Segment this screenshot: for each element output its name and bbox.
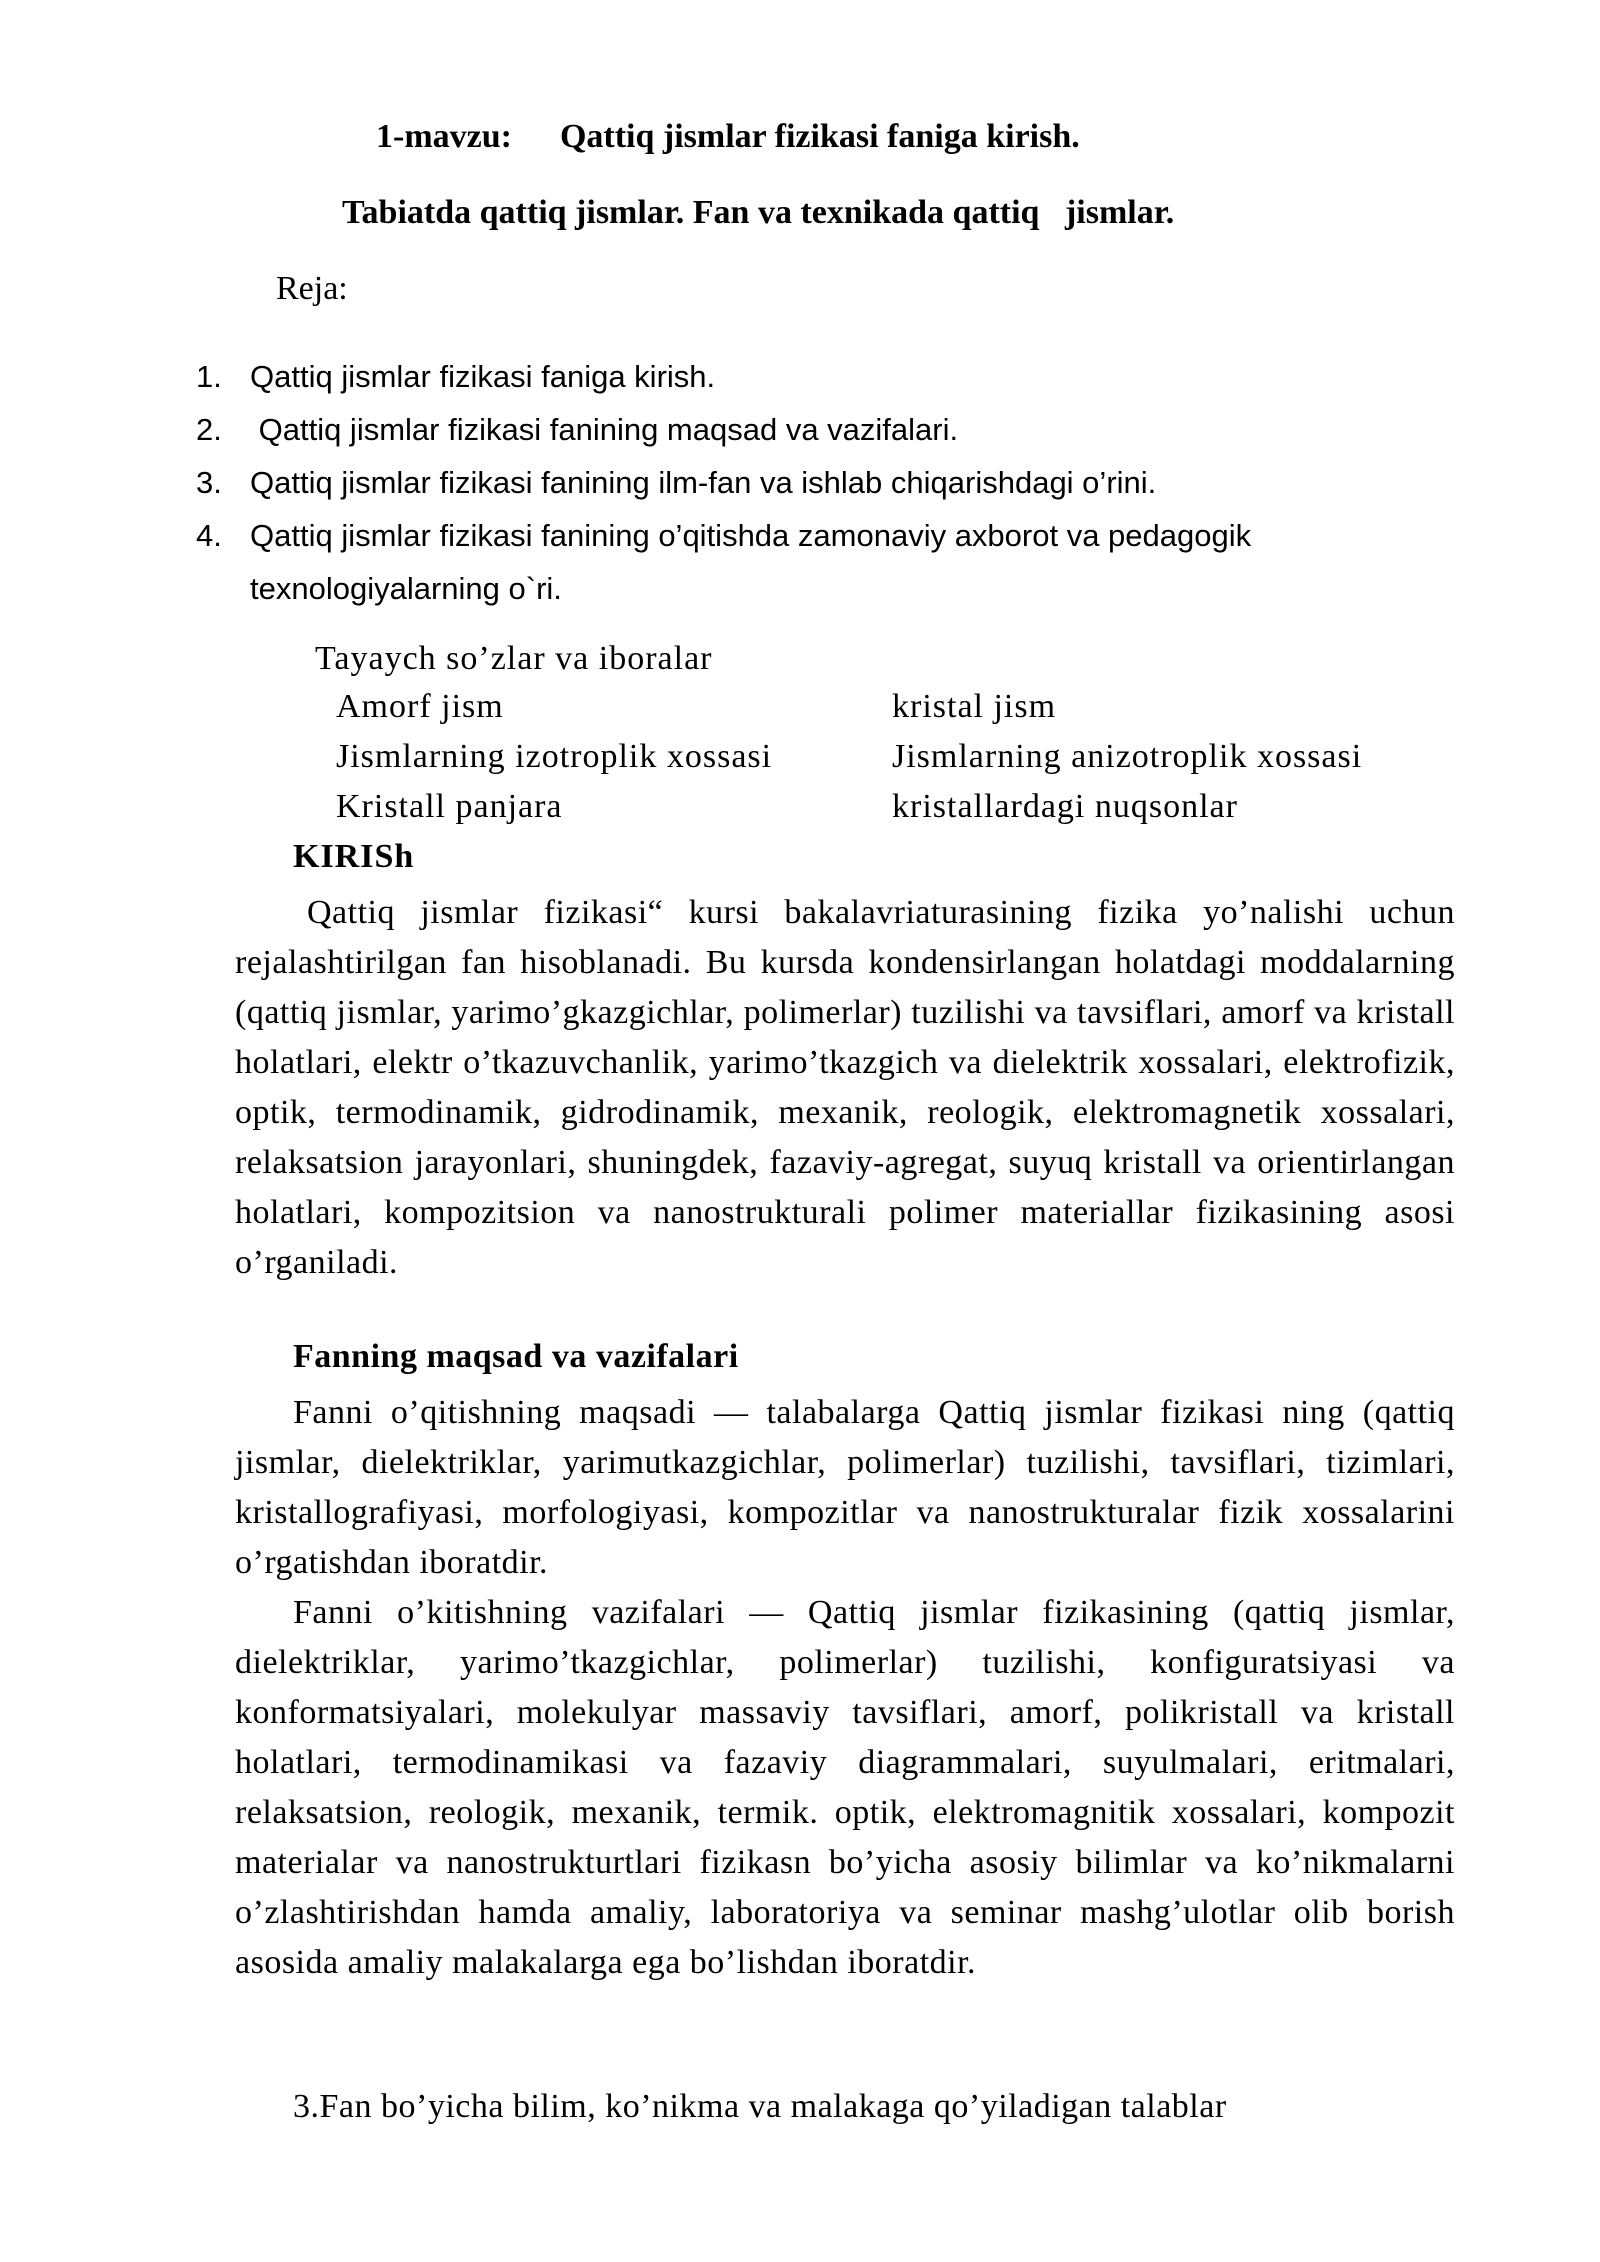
keyword-term: kristallardagi nuqsonlar	[892, 788, 1238, 825]
topic-heading	[376, 118, 1080, 156]
keyword-term: Amorf jism	[336, 688, 504, 725]
plan-item-text: Qattiq jismlar fizikasi fanining o’qitishda zamonaviy axborot va pedagogik texnologiyalarning o`ri.	[250, 518, 1252, 606]
plan-item-number: 1.	[196, 359, 222, 394]
topic-subtitle: Tabiatda qattiq jismlar. Fan va texnikada qattiq jismlar.	[342, 194, 1175, 231]
plan-label: Reja:	[276, 270, 348, 307]
plan-item-text: Qattiq jismlar fizikasi fanining maqsad va vazifalari.	[250, 412, 959, 447]
plan-item-text: Qattiq jismlar fizikasi faniga kirish.	[250, 359, 716, 394]
goals-heading: Fanning maqsad va vazifalari	[293, 1338, 739, 1375]
keyword-term: Jismlarning izotroplik xossasi	[336, 738, 773, 775]
keyword-term: Kristall panjara	[336, 788, 563, 825]
plan-item-text: Qattiq jismlar fizikasi fanining ilm-fan va ishlab chiqarishdagi o’rini.	[250, 465, 1157, 500]
goals-paragraph: Fanni o’qitishning maqsadi — talabalarga Qattiq jismlar fizikasi ning (qattiq jismlar, dielektriklar, yarimutkazgichlar, polimerlar) tuzilishi, tavsiflari, tizimlari, kristallografiyasi, morfologiyasi, kompozitlar va nanostrukturalar fizik xossalarini o’rgatishdan iboratdir.	[235, 1394, 1455, 1581]
topic-label: 1-mavzu:	[376, 118, 512, 155]
plan-item-number: 3.	[196, 465, 222, 500]
keyword-term: kristal jism	[892, 688, 1057, 725]
keyword-row	[336, 788, 1466, 838]
plan-item-number: 2.	[196, 412, 222, 447]
keywords-table	[336, 688, 1466, 838]
plan-item	[196, 456, 1426, 509]
tasks-paragraph: Fanni o’kitishning vazifalari — Qattiq jismlar fizikasining (qattiq jismlar, dielektriklar, yarimo’tkazgichlar, polimerlar) tuzilishi, konfiguratsiyasi va konformatsiyalari, molekulyar massaviy tavsiflari, amorf, polikristall va kristall holatlari, termodinamikasi va fazaviy diagrammalari, suyulmalari, eritmalari, relaksatsion, reologik, mexanik, termik. optik, elektromagnitik xossalari, kompozit materialar va nanostrukturtlari fizikasn bo’yicha asosiy bilimlar va ko’nikmalarni o’zlashtirishdan hamda amaliy, laboratoriya va seminar mashg’ulotlar olib borish asosida amaliy malakalarga ega bo’lishdan iboratdir.	[235, 1594, 1455, 1981]
plan-item	[196, 509, 1426, 615]
topic-title: Qattiq jismlar fizikasi faniga kirish.	[559, 118, 1080, 155]
keyword-row	[336, 738, 1466, 788]
keywords-heading: Tayaych so’zlar va iboralar	[315, 640, 713, 677]
requirements-heading: 3.Fan bo’yicha bilim, ko’nikma va malakaga qo’yiladigan talablar	[293, 2088, 1227, 2125]
plan-item	[196, 350, 1426, 403]
plan-item-number: 4.	[196, 518, 222, 553]
kirish-heading: KIRISh	[293, 838, 415, 875]
plan-list	[196, 350, 1426, 615]
keyword-term: Jismlarning anizotroplik xossasi	[892, 738, 1363, 775]
plan-item	[196, 403, 1426, 456]
kirish-paragraph: Qattiq jismlar fizikasi“ kursi bakalavriaturasining fizika yo’nalishi uchun rejalashtirilgan fan hisoblanadi. Bu kursda kondensirlangan holatdagi moddalarning (qattiq jismlar, yarimo’gkazgichlar, polimerlar) tuzilishi va tavsiflari, amorf va kristall holatlari, elektr o’tkazuvchanlik, yarimo’tkazgich va dielektrik xossalari, elektrofizik, optik, termodinamik, gidrodinamik, mexanik, reologik, elektromagnetik xossalari, relaksatsion jarayonlari, shuningdek, fazaviy-agregat, suyuq kristall va orientirlangan holatlari, kompozitsion va nanostrukturali polimer materiallar fizikasining asosi o’rganiladi.	[235, 894, 1455, 1281]
keyword-row	[336, 688, 1466, 738]
